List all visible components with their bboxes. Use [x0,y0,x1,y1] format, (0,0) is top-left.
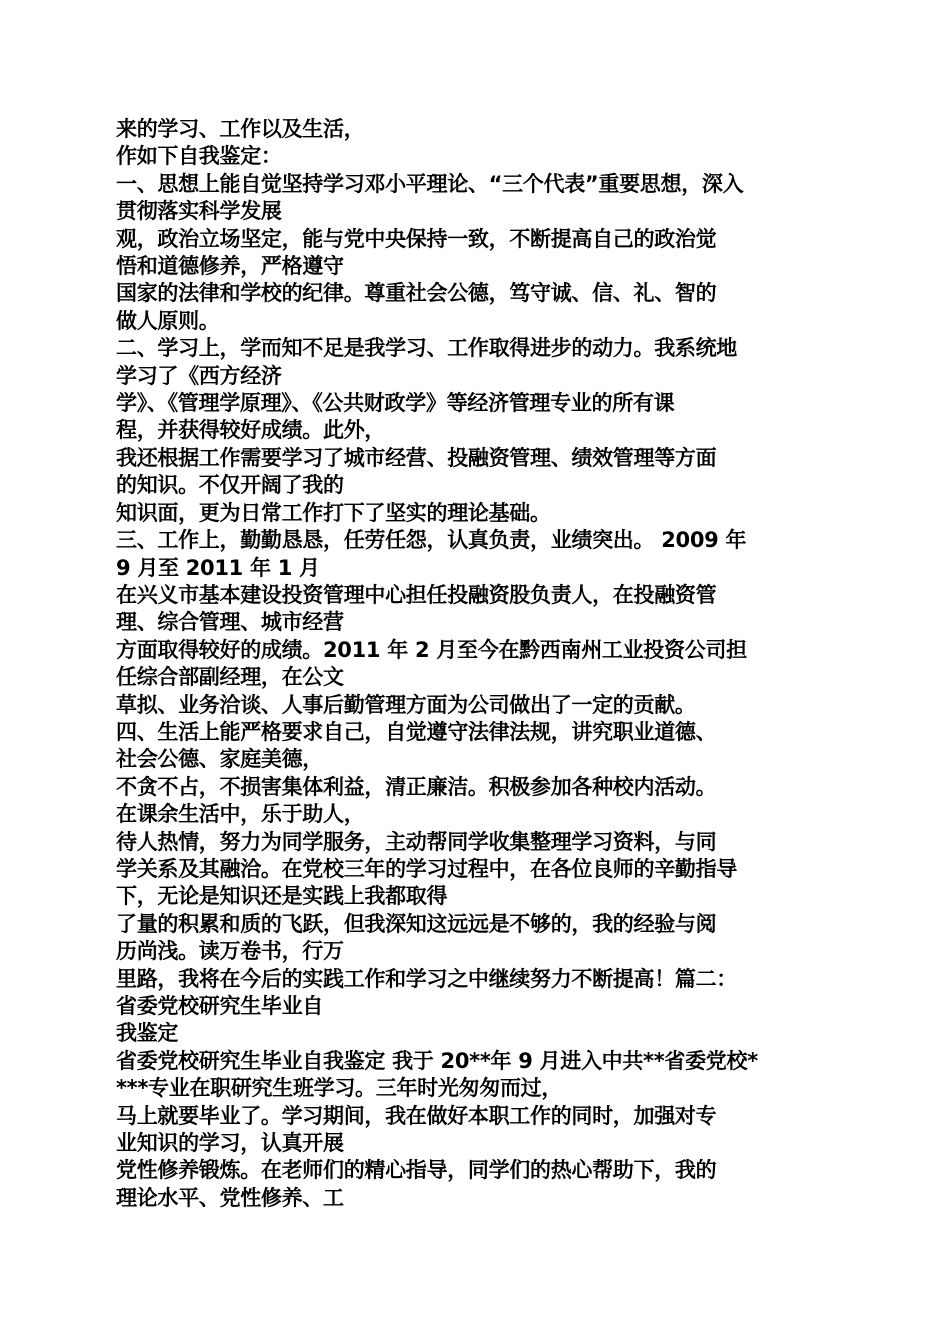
document-page [116,116,841,1212]
text-line: 待人热情，努力为同学服务，主动帮同学收集整理学习资料，与同 [116,829,717,854]
text-line: 在课余生活中，乐于助人， [116,802,365,827]
text-line: 党性修养锻炼。在老师们的精心指导，同学们的热心帮助下，我的 [116,1158,717,1183]
text-line: 省委党校研究生毕业自我鉴定 我于 20**年 9 月进入中共**省委党校* [116,1048,758,1073]
text-line: 任综合部副经理，在公文 [116,665,344,690]
text-line: 作如下自我鉴定： [116,144,282,169]
text-line: 国家的法律和学校的纪律。尊重社会公德，笃守诚、信、礼、智的 [116,281,717,306]
text-line: 来的学习、工作以及生活， [116,117,365,141]
text-line: 历尚浅。读万卷书，行万 [116,939,344,964]
text-line: 马上就要毕业了。学习期间，我在做好本职工作的同时，加强对专 [116,1103,717,1128]
text-line: 二、学习上，学而知不足是我学习、工作取得进步的动力。我系统地 [116,336,737,361]
text-line: 四、生活上能严格要求自己，自觉遵守法律法规，讲究职业道德、 [116,719,717,744]
text-line: 草拟、业务洽谈、人事后勤管理方面为公司做出了一定的贡献。 [116,692,696,717]
text-line: 知识面，更为日常工作打下了坚实的理论基础。 [116,500,551,525]
text-line: 不贪不占，不损害集体利益，清正廉洁。积极参加各种校内活动。 [116,774,717,799]
text-line: 的知识。不仅开阔了我的 [116,473,344,498]
text-line: 在兴义市基本建设投资管理中心担任投融资股负责人，在投融资管 [116,582,717,607]
text-line: 方面取得较好的成绩。2011 年 2 月至今在黔西南州工业投资公司担 [116,637,747,662]
text-line: 理、综合管理、城市经营 [116,610,344,635]
text-line: 做人原则。 [116,308,220,333]
text-line: 一、思想上能自觉坚持学习邓小平理论、“三个代表”重要思想，深入 [116,171,744,196]
text-line: ***专业在职研究生班学习。三年时光匆匆而过， [116,1076,563,1101]
text-line: 业知识的学习，认真开展 [116,1131,344,1156]
text-line: 学》、《管理学原理》、《公共财政学》等经济管理专业的所有课 [116,391,675,416]
text-line: 9 月至 2011 年 1 月 [116,555,320,580]
text-line: 我鉴定 [116,1021,179,1046]
text-line: 贯彻落实科学发展 [116,199,282,224]
text-line: 社会公德、家庭美德， [116,747,323,772]
text-line: 里路，我将在今后的实践工作和学习之中继续努力不断提高！篇二： [116,966,737,991]
text-line: 悟和道德修养，严格遵守 [116,254,344,279]
text-line: 省委党校研究生毕业自 [116,994,323,1018]
text-line: 下，无论是知识还是实践上我都取得 [116,884,448,909]
text-line: 理论水平、党性修养、工 [116,1185,344,1210]
text-line: 观，政治立场坚定，能与党中央保持一致，不断提高自己的政治觉 [116,226,717,251]
text-line: 三、工作上，勤勤恳恳，任劳任怨，认真负责，业绩突出。 2009 年 [116,528,747,553]
text-line: 了量的积累和质的飞跃，但我深知这远远是不够的，我的经验与阅 [116,911,717,936]
text-line: 程，并获得较好成绩。此外， [116,418,386,443]
text-line: 学关系及其融洽。在党校三年的学习过程中，在各位良师的辛勤指导 [116,856,737,881]
text-line: 我还根据工作需要学习了城市经营、投融资管理、绩效管理等方面 [116,445,717,470]
text-line: 学习了《西方经济 [116,363,282,388]
